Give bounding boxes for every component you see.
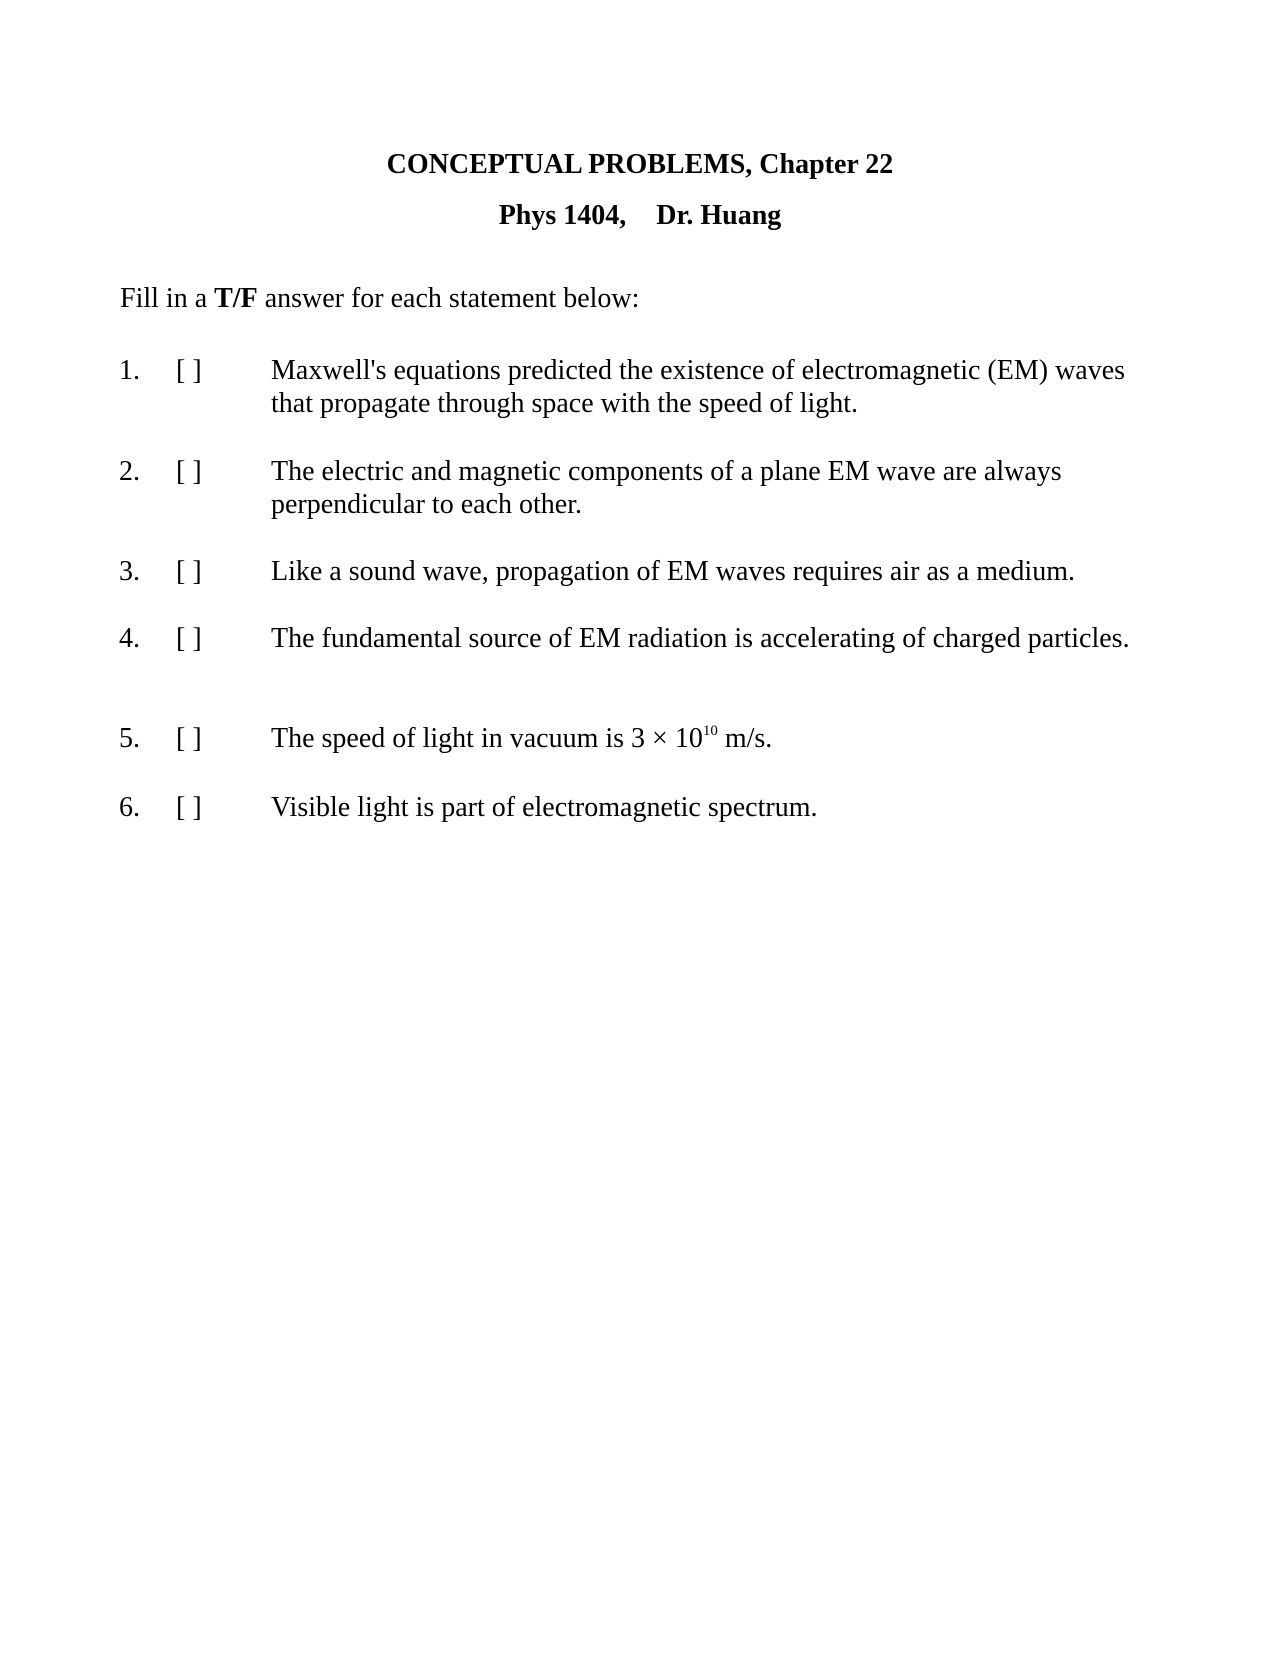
course-line [0, 199, 1280, 233]
answer-box[interactable]: [ ] [176, 723, 202, 754]
question-text-before: The speed of light in vacuum is 3 × 10 [271, 723, 703, 754]
answer-box[interactable]: [ ] [176, 456, 202, 487]
question-text: The electric and magnetic components of a plane EM wave are always perpendicular to each other. [271, 456, 1062, 520]
instructions [120, 282, 639, 316]
course-code: Phys 1404, [498, 200, 627, 231]
question-text [271, 722, 1131, 755]
question-text: Visible light is part of electromagnetic spectrum. [271, 792, 818, 823]
question-number: 5. [119, 723, 140, 754]
instructions-prefix: Fill in a [120, 283, 215, 314]
question-number: 2. [119, 456, 140, 487]
question-number: 6. [119, 792, 140, 823]
answer-box[interactable]: [ ] [176, 556, 202, 587]
question-text-after: m/s. [717, 723, 773, 754]
question-number: 4. [119, 623, 140, 654]
answer-box[interactable]: [ ] [176, 623, 202, 654]
question-number: 3. [119, 556, 140, 587]
instructions-suffix: answer for each statement below: [257, 283, 640, 314]
question-text: The fundamental source of EM radiation is accelerating of charged particles. [271, 623, 1130, 654]
instructor-name: Dr. Huang [656, 200, 782, 231]
answer-box[interactable]: [ ] [176, 792, 202, 823]
question-text: Maxwell's equations predicted the existence of electromagnetic (EM) waves that propagate through space with the speed of light. [271, 355, 1126, 419]
instructions-emphasis: T/F [214, 283, 258, 314]
question-number: 1. [119, 355, 140, 386]
page-title: CONCEPTUAL PROBLEMS, Chapter 22 [386, 149, 894, 180]
question-text: Like a sound wave, propagation of EM waves requires air as a medium. [271, 556, 1075, 587]
answer-box[interactable]: [ ] [176, 355, 202, 386]
exponent: 10 [702, 722, 718, 739]
